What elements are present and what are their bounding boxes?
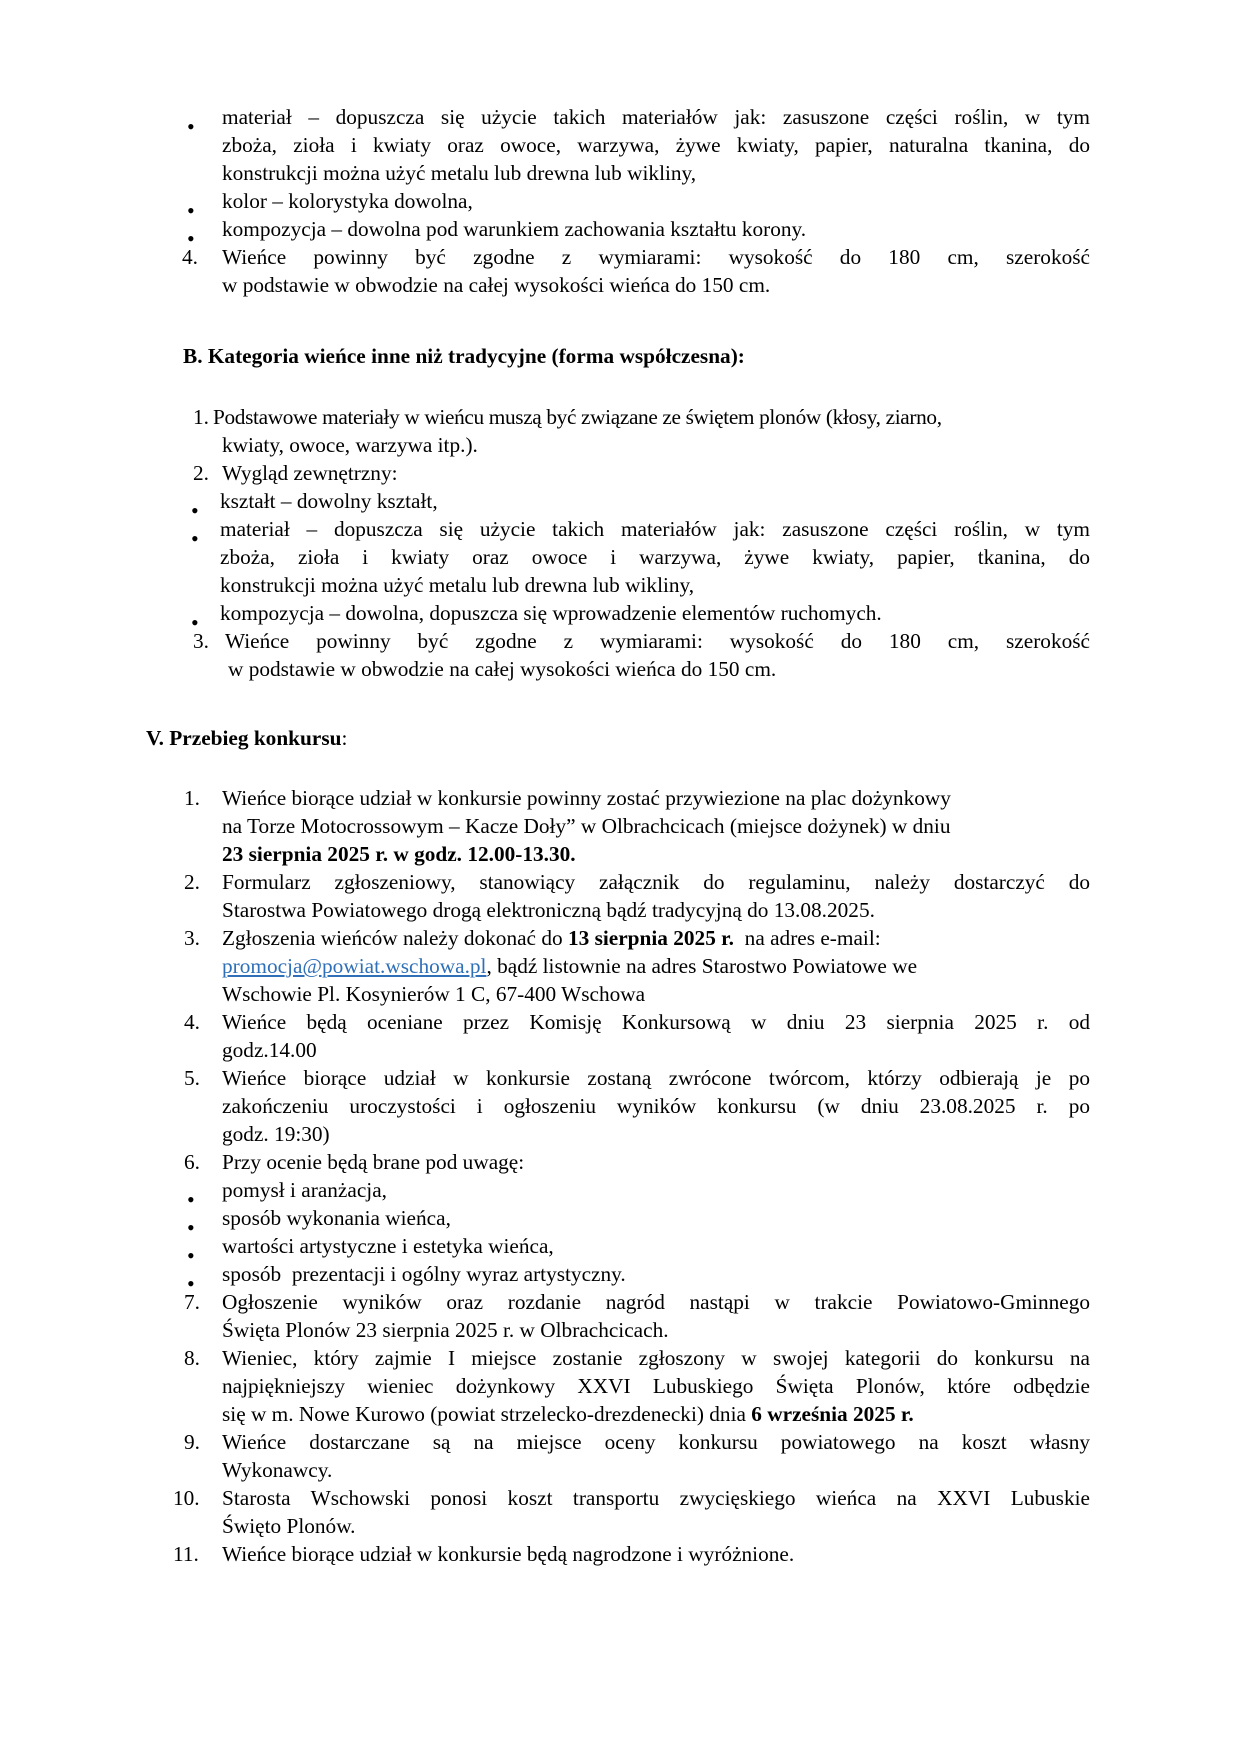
sectionV-item6-bullet: sposób prezentacji i ogólny wyraz artystyczny. [222, 1262, 626, 1286]
sectionA-bullet-material-l2: zboża, zioła i kwiaty oraz owoce, warzywa, żywe kwiaty, papier, naturalna tkanina, do [222, 133, 1090, 157]
sectionV-item1-l2: na Torze Motocrossowym – Kacze Doły” w Olbrachcicach (miejsce dożynek) w dniu [222, 814, 951, 838]
sectionV-item8-l2: najpiękniejszy wieniec dożynkowy XXVI Lubuskiego Święta Plonów, które odbędzie [222, 1374, 1090, 1398]
bullet-icon [192, 536, 202, 546]
sectionV-item6-bullet: sposób wykonania wieńca, [222, 1206, 451, 1230]
text: Zgłoszenia wieńców należy dokonać do [222, 926, 568, 950]
sectionB-heading: B. Kategoria wieńce inne niż tradycyjne (forma współczesna): [183, 344, 745, 368]
sectionB-bullet-ksztalt: kształt – dowolny kształt, [220, 489, 438, 513]
deadline-date: 13 sierpnia 2025 r. [567, 926, 735, 950]
sectionV-item5-l2: zakończeniu uroczystości i ogłoszeniu wyników konkursu (w dniu 23.08.2025 r. po [222, 1094, 1090, 1118]
sectionV-heading-text: V. Przebieg konkursu [146, 726, 342, 750]
sectionV-item3-l2 [222, 952, 917, 980]
sectionA-bullet-material-l3: konstrukcji można użyć metalu lub drewna lub wikliny, [222, 161, 697, 185]
sectionV-item1-l3: 23 sierpnia 2025 r. w godz. 12.00-13.30. [222, 842, 576, 866]
sectionV-item11-l1: Wieńce biorące udział w konkursie będą nagrodzone i wyróżnione. [222, 1542, 795, 1566]
sectionV-heading-colon: : [341, 726, 348, 750]
email-link[interactable]: promocja@powiat.wschowa.pl [222, 954, 487, 978]
list-number: 9. [184, 1430, 200, 1454]
bullet-icon [188, 1225, 198, 1235]
sectionV-item10-l1: Starosta Wschowski ponosi koszt transportu zwycięskiego wieńca na XXVI Lubuskie [222, 1486, 1090, 1510]
sectionV-item1-l1: Wieńce biorące udział w konkursie powinny zostać przywiezione na plac dożynkowy [222, 786, 951, 810]
text: się w m. Nowe Kurowo (powiat strzelecko-drezdenecki) dnia [222, 1402, 752, 1426]
bullet-icon [188, 1197, 198, 1207]
sectionV-item8-l1: Wieniec, który zajmie I miejsce zostanie zgłoszony w swojej kategorii do konkursu na [222, 1346, 1090, 1370]
event-date: 6 września 2025 r. [751, 1402, 914, 1426]
sectionB-item1-l1: Podstawowe materiały w wieńcu muszą być związane ze świętem plonów (kłosy, ziarno, [213, 405, 942, 429]
sectionB-item2: Wygląd zewnętrzny: [222, 461, 398, 485]
sectionV-item6-bullet: wartości artystyczne i estetyka wieńca, [222, 1234, 554, 1258]
sectionV-heading [146, 724, 347, 752]
sectionA-item4-l2: w podstawie w obwodzie na całej wysokości wieńca do 150 cm. [222, 273, 771, 297]
list-number: 2. [184, 870, 200, 894]
sectionV-item6-bullet: pomysł i aranżacja, [222, 1178, 387, 1202]
sectionV-item8-l3 [222, 1400, 914, 1428]
bullet-icon [188, 208, 198, 218]
bullet-icon [188, 1253, 198, 1263]
sectionA-bullet-kolor: kolor – kolorystyka dowolna, [222, 189, 473, 213]
text: na adres e-mail: [734, 926, 881, 950]
sectionB-bullet-kompozycja: kompozycja – dowolna, dopuszcza się wprowadzenie elementów ruchomych. [220, 601, 882, 625]
list-number: 8. [184, 1346, 200, 1370]
text: , bądź listownie na adres Starostwo Powiatowe we [486, 954, 918, 978]
sectionV-item5-l3: godz. 19:30) [222, 1122, 330, 1146]
list-number: 5. [184, 1066, 200, 1090]
list-number: 1. [193, 405, 209, 429]
sectionA-item4-l1: Wieńce powinny być zgodne z wymiarami: wysokość do 180 cm, szerokość [222, 245, 1090, 269]
sectionV-item6-l1: Przy ocenie będą brane pod uwagę: [222, 1150, 525, 1174]
bullet-icon [192, 508, 202, 518]
sectionA-bullet-kompozycja: kompozycja – dowolna pod warunkiem zachowania kształtu korony. [222, 217, 807, 241]
sectionB-bullet-material-l1: materiał – dopuszcza się użycie takich materiałów jak: zasuszone części roślin, w tym [220, 517, 1090, 541]
sectionB-item1-l2: kwiaty, owoce, warzywa itp.). [222, 433, 478, 457]
sectionV-item7-l2: Święta Plonów 23 sierpnia 2025 r. w Olbrachcicach. [222, 1318, 669, 1342]
list-number: 3. [193, 629, 209, 653]
sectionV-item2-l1: Formularz zgłoszeniowy, stanowiący załącznik do regulaminu, należy dostarczyć do [222, 870, 1090, 894]
list-number: 1. [184, 786, 200, 810]
sectionV-item3-l3: Wschowie Pl. Kosynierów 1 C, 67-400 Wschowa [222, 982, 646, 1006]
sectionV-item4-l1: Wieńce będą oceniane przez Komisję Konkursową w dniu 23 sierpnia 2025 r. od [222, 1010, 1090, 1034]
list-number: 4. [182, 245, 198, 269]
sectionV-item5-l1: Wieńce biorące udział w konkursie zostaną zwrócone twórcom, którzy odbierają je po [222, 1066, 1090, 1090]
sectionB-item3-l1: Wieńce powinny być zgodne z wymiarami: wysokość do 180 cm, szerokość [225, 629, 1090, 653]
sectionB-bullet-material-l2: zboża, zioła i kwiaty oraz owoce i warzywa, żywe kwiaty, papier, tkanina, do [220, 545, 1090, 569]
sectionV-item9-l2: Wykonawcy. [222, 1458, 333, 1482]
list-number: 7. [184, 1290, 200, 1314]
list-number: 4. [184, 1010, 200, 1034]
list-number: 6. [184, 1150, 200, 1174]
sectionV-item3-l1 [222, 924, 881, 952]
sectionB-item3-l2: w podstawie w obwodzie na całej wysokości wieńca do 150 cm. [228, 657, 777, 681]
sectionV-item2-l2: Starostwa Powiatowego drogą elektroniczną bądź tradycyjną do 13.08.2025. [222, 898, 875, 922]
list-number: 3. [184, 926, 200, 950]
sectionB-bullet-material-l3: konstrukcji można użyć metalu lub drewna lub wikliny, [220, 573, 695, 597]
list-number: 10. [173, 1486, 200, 1510]
sectionV-item10-l2: Święto Plonów. [222, 1514, 356, 1538]
sectionV-item9-l1: Wieńce dostarczane są na miejsce oceny konkursu powiatowego na koszt własny [222, 1430, 1090, 1454]
sectionA-bullet-material-l1: materiał – dopuszcza się użycie takich materiałów jak: zasuszone części roślin, w tym [222, 105, 1090, 129]
bullet-icon [188, 124, 198, 134]
sectionV-item7-l1: Ogłoszenie wyników oraz rozdanie nagród nastąpi w trakcie Powiatowo-Gminnego [222, 1290, 1090, 1314]
list-number: 11. [173, 1542, 199, 1566]
sectionV-item4-l2: godz.14.00 [222, 1038, 317, 1062]
list-number: 2. [193, 461, 209, 485]
